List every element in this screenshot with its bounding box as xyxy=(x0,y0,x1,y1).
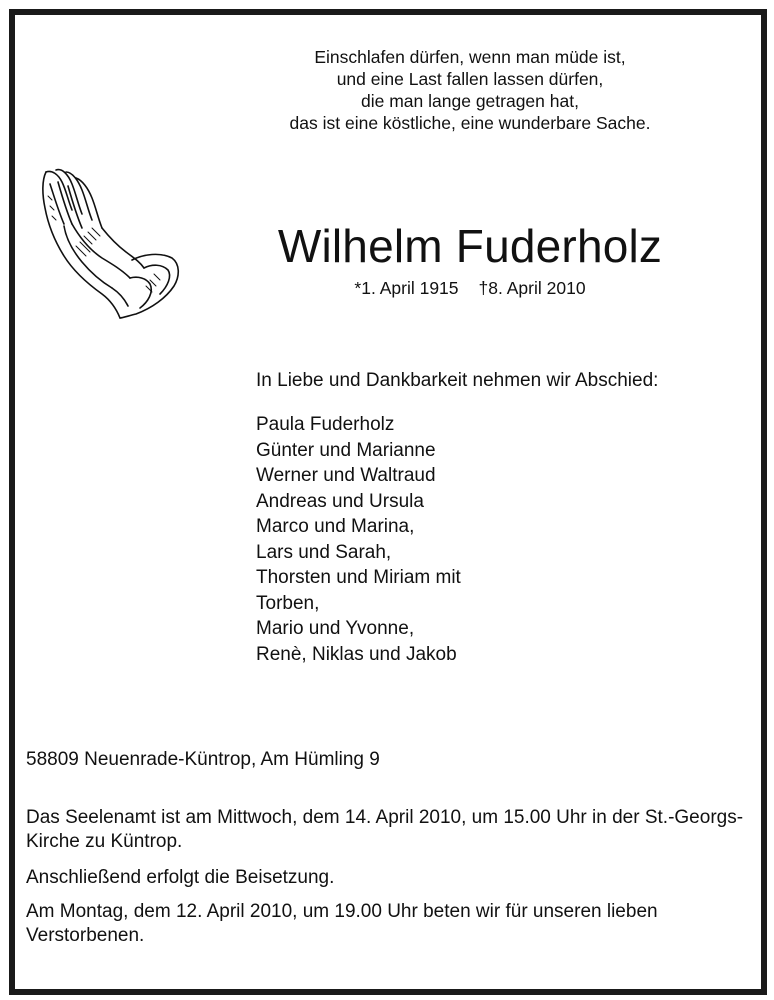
poem-line: das ist eine köstliche, eine wunderbare Sache. xyxy=(289,113,651,133)
prayer-notice: Am Montag, dem 12. April 2010, um 19.00 Uhr beten wir für unseren lieben Verstorbenen. xyxy=(26,901,658,946)
family-member: Paula Fuderholz xyxy=(256,414,395,435)
family-member: Thorsten und Miriam mit xyxy=(256,567,461,588)
family-member: Andreas und Ursula xyxy=(256,490,424,512)
family-address: 58809 Neuenrade-Küntrop, Am Hümling 9 xyxy=(26,749,380,770)
family-member: Marco und Marina, xyxy=(256,516,415,537)
deceased-name: Wilhelm Fuderholz xyxy=(277,220,663,272)
burial-notice: Anschließend erfolgt die Beisetzung. xyxy=(26,867,335,888)
family-member: Lars und Sarah, xyxy=(256,541,392,563)
farewell-intro: In Liebe und Dankbarkeit nehmen wir Abschied: xyxy=(256,370,659,391)
life-dates xyxy=(280,276,660,300)
poem-line: Einschlafen dürfen, wenn man müde ist, xyxy=(314,47,626,67)
family-member: Torben, xyxy=(256,592,320,614)
family-member: Günter und Marianne xyxy=(256,439,436,461)
family-member: Mario und Yvonne, xyxy=(256,618,415,639)
requiem-notice: Das Seelenamt ist am Mittwoch, dem 14. April 2010, um 15.00 Uhr in der St.-Georgs-Kirche zu Küntrop. xyxy=(26,807,744,852)
family-list xyxy=(256,412,461,667)
poem xyxy=(230,46,710,134)
praying-hands-icon xyxy=(36,166,186,326)
family-member: Werner und Waltraud xyxy=(256,465,436,486)
poem-line: und eine Last fallen lassen dürfen, xyxy=(336,69,604,89)
death-date: †8. April 2010 xyxy=(478,278,586,298)
poem-line: die man lange getragen hat, xyxy=(361,91,579,111)
family-member: Renè, Niklas und Jakob xyxy=(256,643,457,665)
birth-date: *1. April 1915 xyxy=(354,278,459,298)
